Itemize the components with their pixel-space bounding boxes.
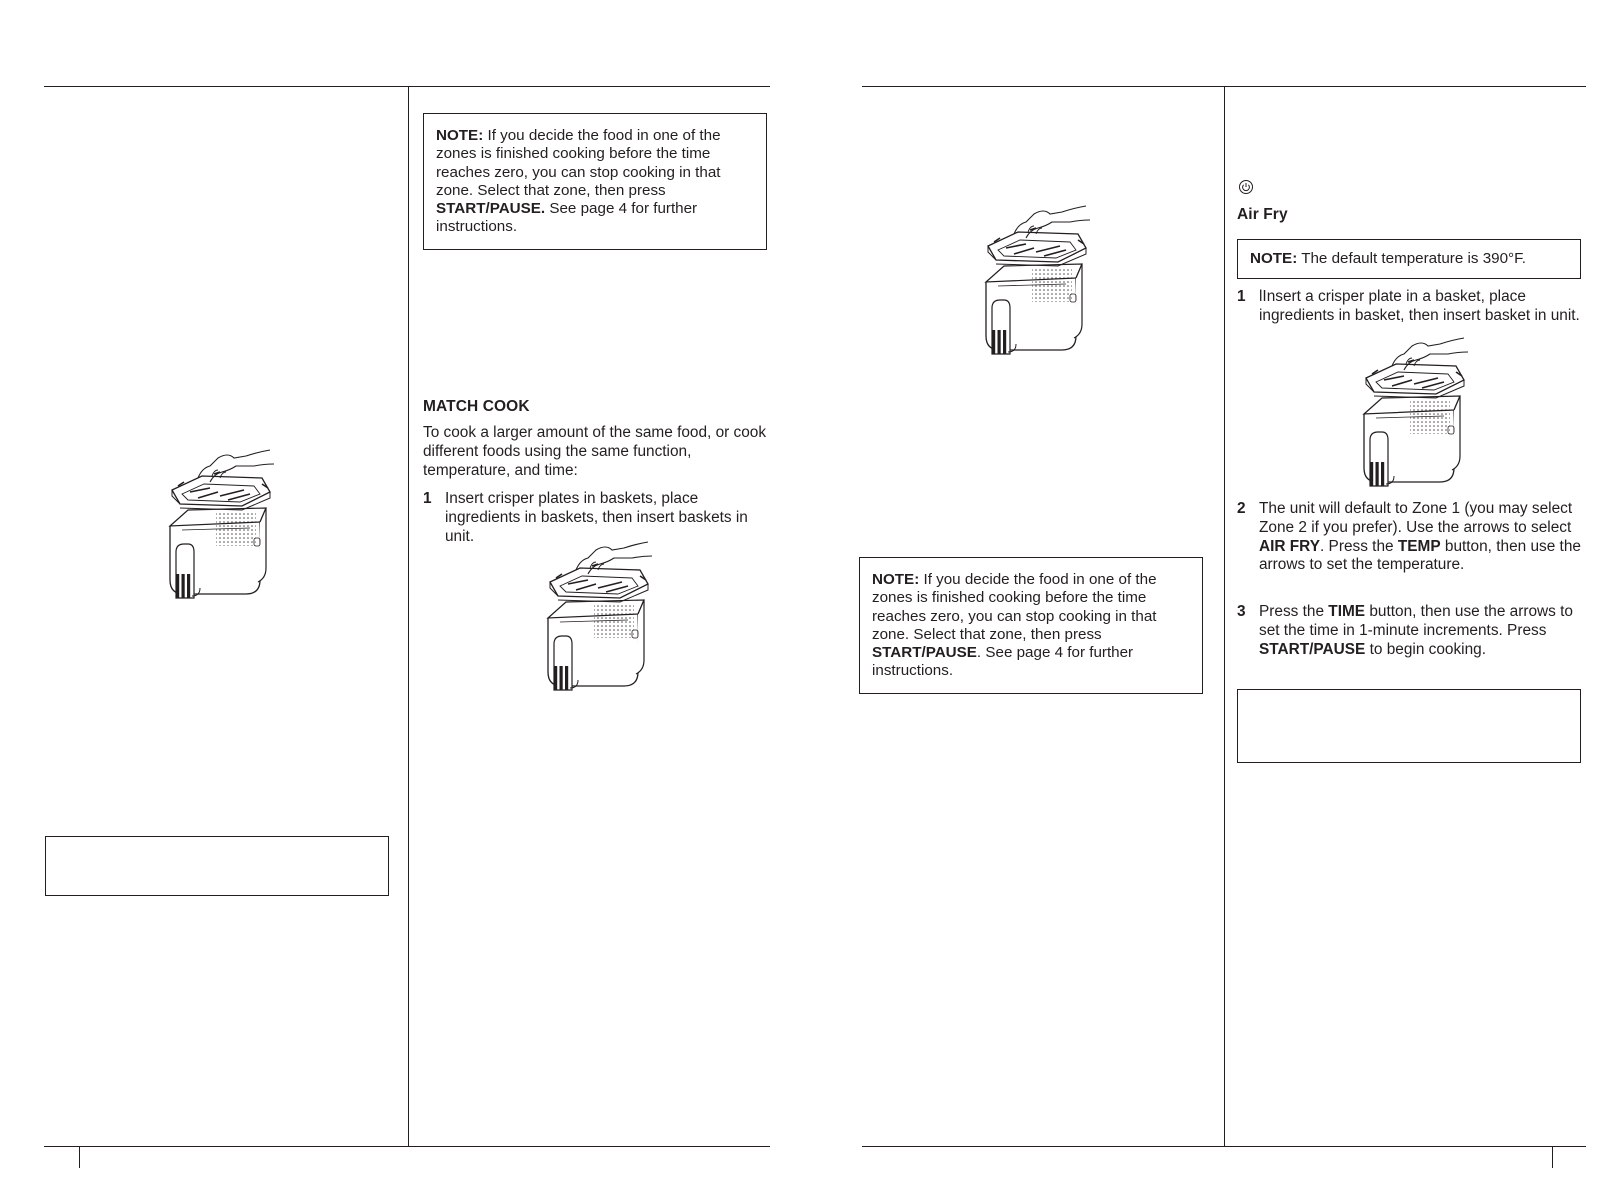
note-stop-cooking-box xyxy=(423,113,767,250)
match-cook-intro: To cook a larger amount of the same food, or cook different foods using the same function, temperature, and time: xyxy=(423,424,767,479)
power-icon xyxy=(1238,179,1254,195)
step-text-part: The unit will default to Zone 1 (you may select Zone 2 if you prefer). Use the arrows to select xyxy=(1259,500,1573,536)
step-text xyxy=(1259,603,1581,659)
note-label: NOTE: xyxy=(1250,250,1298,267)
air-fry-heading: Air Fry xyxy=(1237,206,1288,223)
note-stop-cooking-box xyxy=(859,557,1203,694)
note-label: NOTE: xyxy=(436,127,484,144)
step-text-part: Press the xyxy=(1259,603,1329,620)
air-fryer-illustration xyxy=(536,540,656,700)
air-fryer-illustration xyxy=(158,448,278,608)
note-default-temp-box xyxy=(1237,239,1581,279)
empty-callout-box xyxy=(45,836,389,896)
note-label: NOTE: xyxy=(872,571,920,588)
note-text: If you decide the food in one of the zones is finished cooking before the time reaches zero, you can stop cooking in that zone. Select that zone, then press xyxy=(436,127,721,199)
step-number: 3 xyxy=(1237,603,1246,620)
step-bold-air-fry: AIR FRY xyxy=(1259,537,1320,555)
step-text-part: to begin cooking. xyxy=(1365,640,1486,658)
step-text: Insert crisper plates in baskets, place ingredients in baskets, then insert baskets in unit. xyxy=(445,490,748,545)
step-bold-temp: TEMP xyxy=(1397,537,1441,555)
right-page-bottom-rule xyxy=(862,1146,1586,1147)
note-text-end: See page 4 for further instructions. xyxy=(436,200,698,236)
note-text-end: . See page 4 for further instructions. xyxy=(872,644,1134,680)
step-text-part: button, then use the arrows to set the temperature. xyxy=(1259,537,1581,574)
note-bold-text: START/PAUSE. xyxy=(436,200,546,218)
left-page-footer-tick xyxy=(79,1146,80,1168)
note-bold-text: START/PAUSE xyxy=(872,644,977,662)
air-fryer-illustration xyxy=(974,204,1094,364)
step-number: 1 xyxy=(1237,288,1246,305)
note-text: The default temperature is 390°F. xyxy=(1297,250,1526,267)
step-bold-start-pause: START/PAUSE xyxy=(1259,640,1366,658)
right-page-column-divider xyxy=(1224,86,1225,1146)
right-page-footer-tick xyxy=(1552,1146,1553,1168)
step-text-part: button, then use the arrows to set the time in 1-minute increments. Press xyxy=(1259,603,1573,639)
match-cook-heading: MATCH COOK xyxy=(423,398,530,415)
left-page-column-divider xyxy=(408,86,409,1146)
left-page-bottom-rule xyxy=(44,1146,770,1147)
step-text-part: . Press the xyxy=(1320,537,1398,555)
empty-callout-box xyxy=(1237,689,1581,763)
step-text xyxy=(1259,500,1587,575)
step-text: lInsert a crisper plate in a basket, place ingredients in basket, then insert basket in unit. xyxy=(1259,288,1580,324)
step-number: 1 xyxy=(423,490,432,507)
note-text: If you decide the food in one of the zones is finished cooking before the time reaches zero, you can stop cooking in that zone. Select that zone, then press xyxy=(872,571,1157,643)
left-page-top-rule xyxy=(44,86,770,87)
step-number: 2 xyxy=(1237,500,1246,517)
air-fryer-illustration xyxy=(1352,336,1472,496)
step-bold-time: TIME xyxy=(1328,603,1366,620)
